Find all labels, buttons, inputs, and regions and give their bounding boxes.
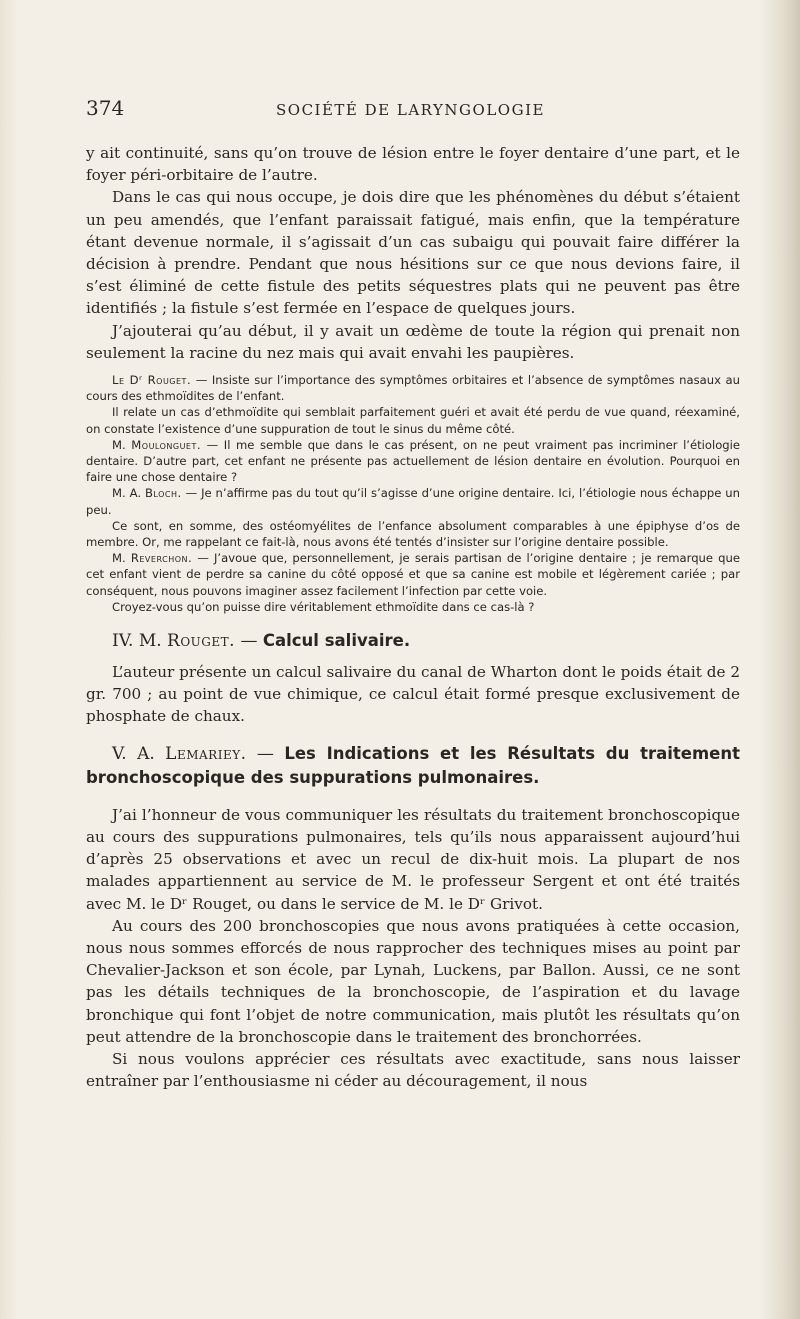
section-heading-v [86, 742, 740, 790]
speaker-prefix: M. [112, 437, 132, 452]
paragraph: J’ai l’honneur de vous communiquer les résultats du traitement bronchoscopique au cours des suppurations pulmonaires, tels qu’ils nous apparaissent aujourd’hui d’après 25 observations et avec un recul de dix-huit mois. La plupart de nos malades appartiennent au service de M. le professeur Sergent et ont été traités avec M. le Dʳ Rouget, ou dans le service de M. le Dʳ Grivot. [86, 805, 740, 913]
section-number: V. A. [112, 743, 166, 764]
paragraph: Au cours des 200 bronchoscopies que nous avons pratiquées à cette occasion, nous nous sommes efforcés de nous rapprocher des techniques mises au point par Chevalier-Jackson et son école, par Lynah, Luckens, par Ballon. Aussi, ce ne sont pas les détails techniques de la bronchoscopie, de l’aspiration et du lavage bronchique qui font l’objet de notre communication, mais plutôt les résultats qu’on peut attendre de la bronchoscopie dans le traitement des bronchorrées. [86, 916, 740, 1046]
page-shadow-left [0, 0, 18, 1319]
speaker-name: Reverchon. [130, 551, 193, 566]
running-header [86, 96, 740, 130]
page-edge-shadow [760, 0, 800, 1319]
speaker-prefix: M. A. [112, 486, 145, 501]
paragraph-continuation: y ait continuité, sans qu’on trouve de lésion entre le foyer dentaire d’une part, et le foyer péri-orbitaire de l’autre. [86, 144, 740, 185]
speaker-name: Le Dʳ Rouget. [112, 373, 192, 388]
section-number: IV. M. [112, 631, 168, 652]
section-title: Calcul salivaire. [262, 631, 411, 651]
discussion-remark [86, 485, 740, 517]
paragraph: Si nous voulons apprécier ces résultats avec exactitude, sans nous laisser entraîner par l’enthousiasme ni céder au découragement, il nous [86, 1049, 740, 1091]
paragraph: Dans le cas qui nous occupe, je dois dire que les phénomènes du début s’étaient un peu amendés, que l’enfant paraissait fatigué, mais enfin, que la température étant devenue normale, il s’agissait d’un cas subaigu qui pouvait faire différer la décision à prendre. Pendant que nous hésitions sur ce que nous devions faire, il s’est éliminé de cette fistule des petits séquestres plats qui ne peuvent pas être identifiés ; la fistule s’est fermée en l’espace de quelques jours. [86, 188, 740, 318]
discussion-remark: Croyez-vous qu’on puisse dire véritablement ethmoïdite dans ce cas-là ? [112, 599, 535, 614]
section-author: Rouget. [167, 631, 236, 652]
running-title: SOCIÉTÉ DE LARYNGOLOGIE [276, 101, 545, 119]
page-number: 374 [86, 96, 125, 120]
remark-text: — Il me semble que dans le cas présent, on ne peut vraiment pas incriminer l’étiologie dentaire. D’autre part, cet enfant ne présente pas actuellement de lésion dentaire en évolution. Pourquoi en faire une chose dentaire ? [86, 437, 740, 485]
section-title: Les Indications et les Résultats du traitement bronchoscopique des suppurations pulmonaires. [86, 743, 740, 787]
book-page [86, 96, 740, 1092]
paragraph: J’ajouterai qu’au début, il y avait un œdème de toute la région qui prenait non seulement la racine du nez mais qui avait envahi les paupières. [86, 321, 740, 362]
discussion-remark: Ce sont, en somme, des ostéomyélites de l’enfance absolument comparables à une épiphyse d’os de membre. Or, me rappelant ce fait-là, nous avons été tentés d’insister sur l’origine dentaire possible. [86, 518, 740, 550]
discussion-remark [86, 372, 740, 404]
speaker-prefix: M. [112, 551, 131, 566]
heading-dash: — [235, 631, 263, 652]
paragraph: L’auteur présente un calcul salivaire du canal de Wharton dont le poids était de 2 gr. 700 ; au point de vue chimique, ce calcul était formé presque exclusivement de phosphate de chaux. [86, 663, 740, 726]
discussion-remark [86, 437, 740, 486]
speaker-name: Bloch. [144, 486, 182, 501]
remark-text: — J’avoue que, personnellement, je serais partisan de l’origine dentaire ; je remarque que cet enfant vient de perdre sa canine du côté opposé et que sa canine est mobile et légèrement cariée ; par conséquent, nous pouvons imaginer assez facilement l’infection par cette voie. [86, 551, 740, 598]
speaker-name: Moulonguet. [131, 437, 202, 452]
remark-text: — Je n’affirme pas du tout qu’il s’agisse d’une origine dentaire. Ici, l’étiologie nous échappe un peu. [86, 486, 740, 517]
discussion-remark [86, 550, 740, 599]
discussion-remark: Il relate un cas d’ethmoïdite qui semblait parfaitement guéri et avait été perdu de vue quand, réexaminé, on constate l’existence d’une suppuration de tout le sinus du même côté. [86, 405, 740, 436]
section-heading-iv [86, 629, 740, 653]
heading-dash: — [246, 743, 285, 764]
remark-text: — Insiste sur l’importance des symptômes orbitaires et l’absence de symptômes nasaux au cours des ethmoïdites de l’enfant. [86, 373, 740, 404]
section-author: Lemariey. [165, 743, 247, 764]
